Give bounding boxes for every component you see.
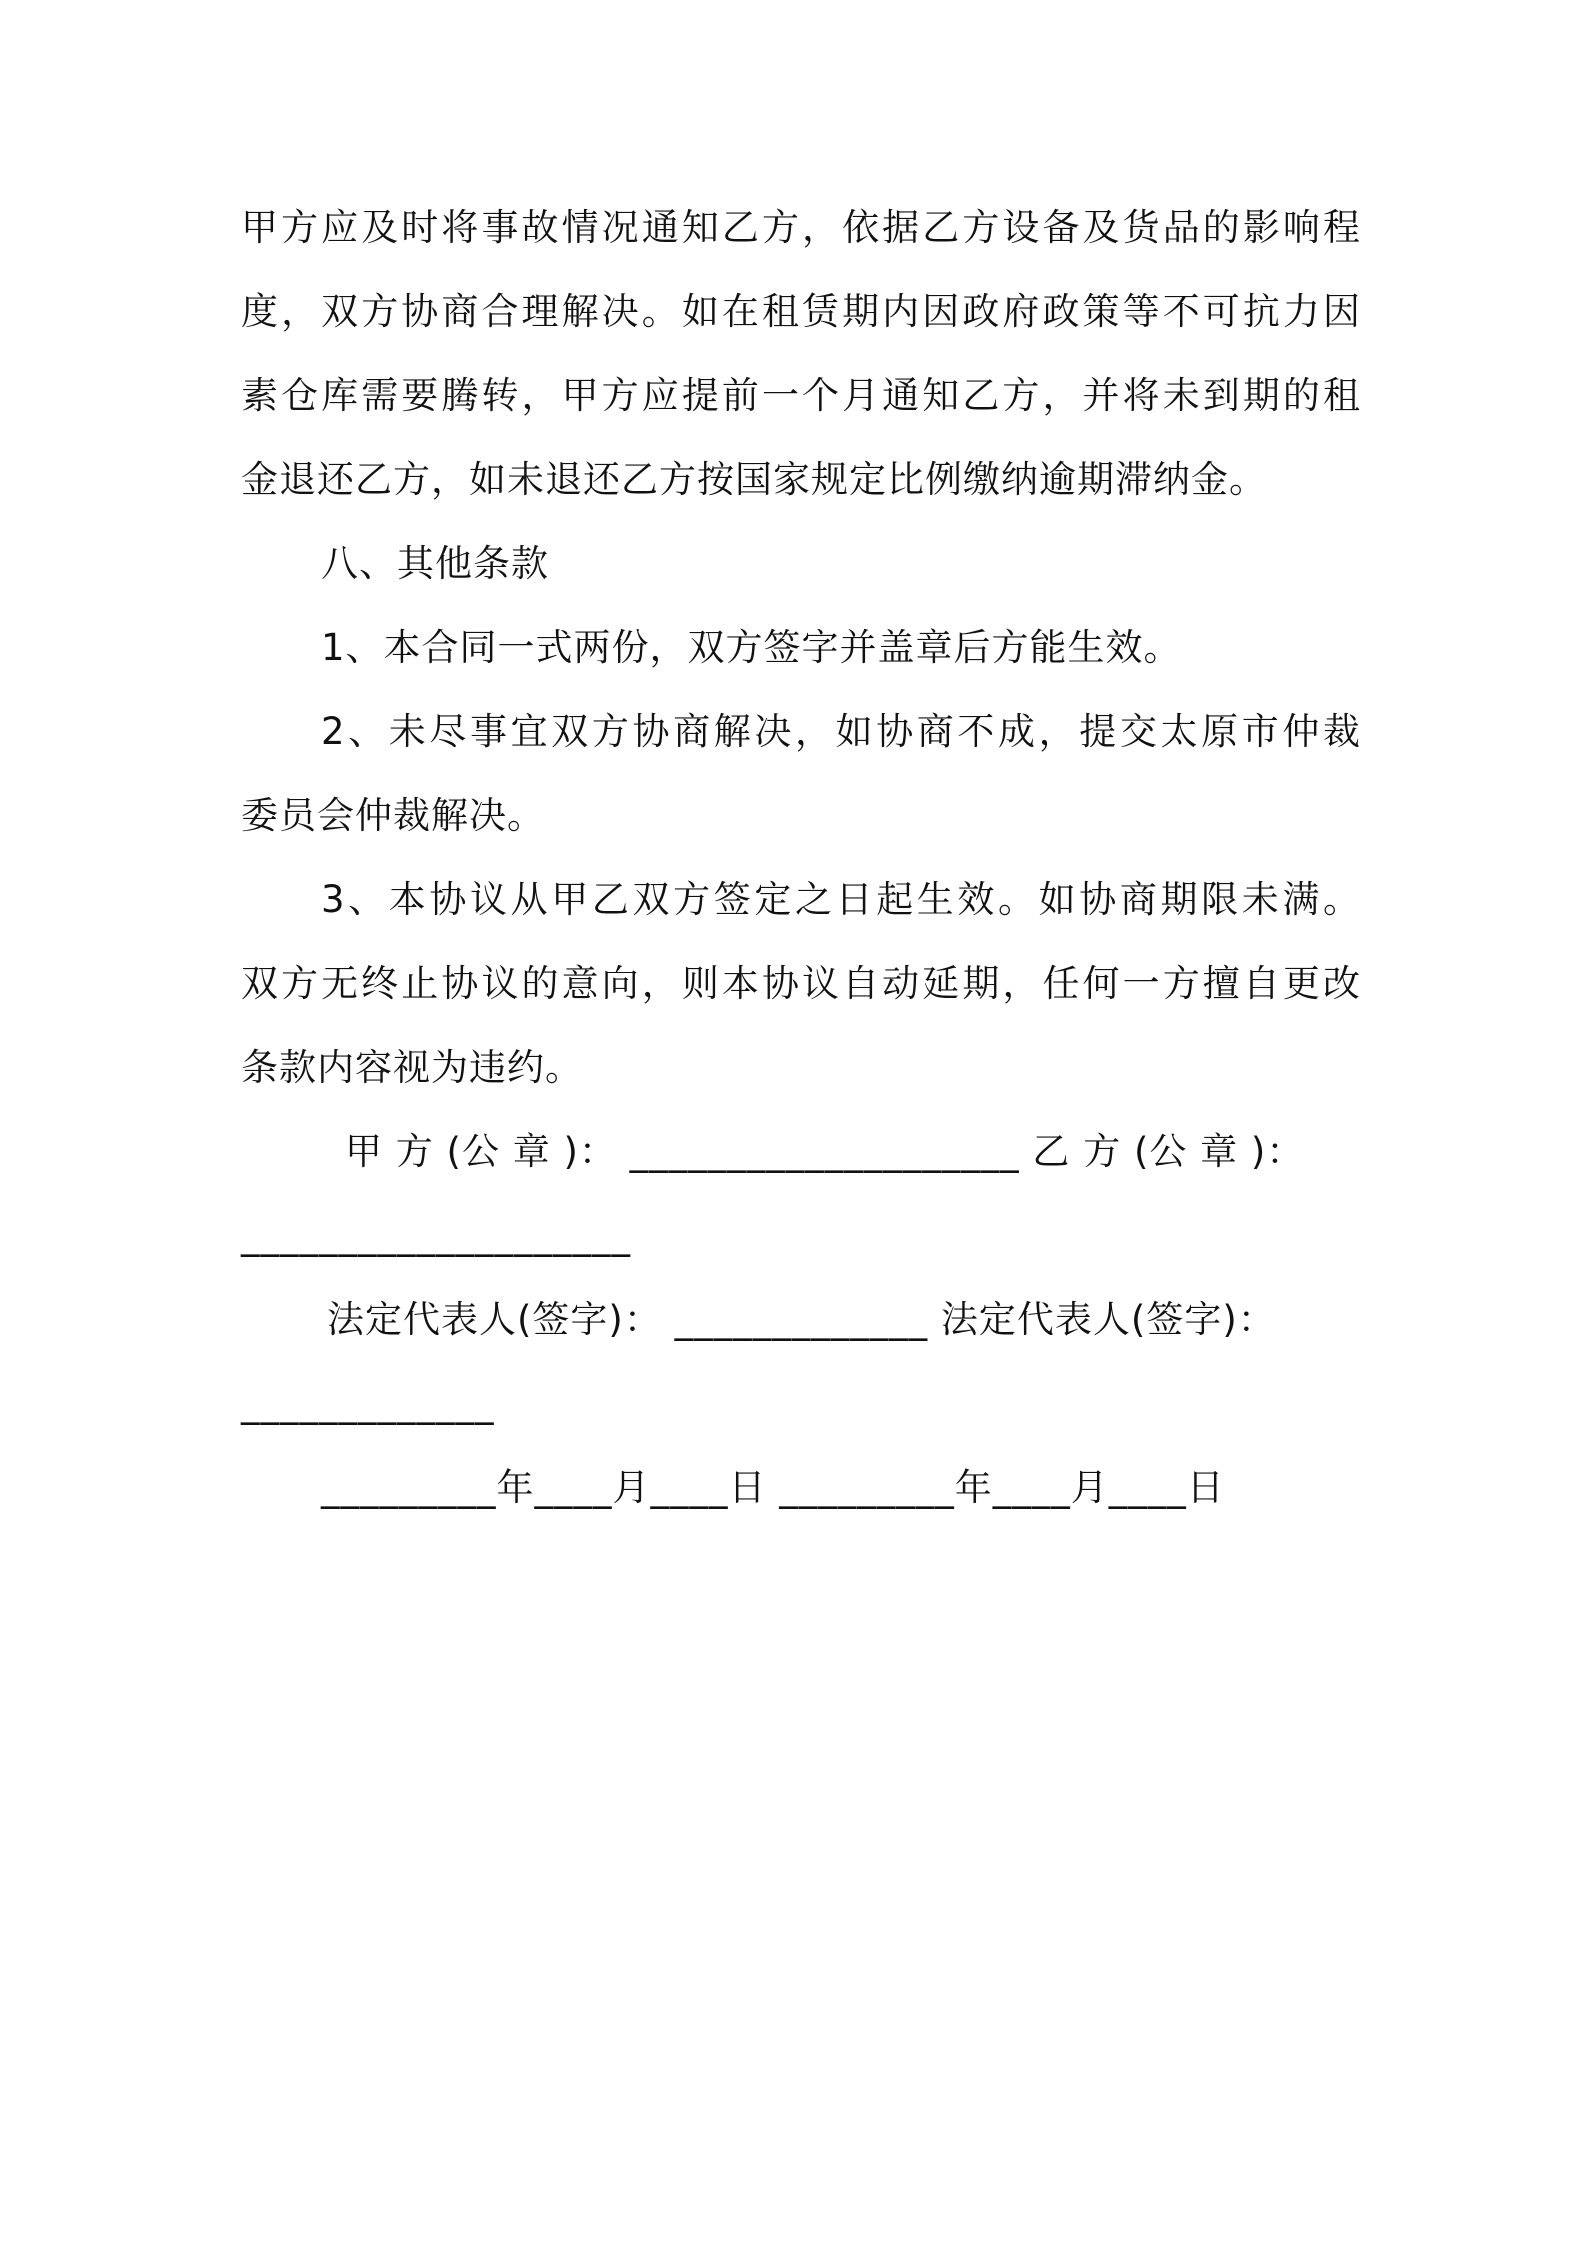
representative-signature-continuation: _____________ <box>241 1382 495 1425</box>
clause-3-line-1: 3、本协议从甲乙双方签定之日起生效。如协商期限未满。 <box>321 878 1361 921</box>
section-title: 八、其他条款 <box>321 542 549 585</box>
paragraph-line-1: 甲方应及时将事故情况通知乙方，依据乙方设备及货品的影响程 <box>241 206 1361 249</box>
seal-signature-continuation: ____________________ <box>241 1214 631 1257</box>
clause-1: 1、本合同一式两份，双方签字并盖章后方能生效。 <box>321 626 1182 669</box>
clause-2-line-1: 2、未尽事宜双方协商解决，如协商不成，提交太原市仲裁 <box>321 710 1361 753</box>
paragraph-line-4: 金退还乙方，如未退还乙方按国家规定比例缴纳逾期滞纳金。 <box>241 458 1267 501</box>
clause-2-line-2: 委员会仲裁解决。 <box>241 794 545 837</box>
paragraph-line-3: 素仓库需要腾转，甲方应提前一个月通知乙方，并将未到期的租 <box>241 374 1361 417</box>
clause-3-line-3: 条款内容视为违约。 <box>241 1046 583 1089</box>
representative-signature-line: 法定代表人(签字)： _____________ 法定代表人(签字)： <box>327 1298 1276 1341</box>
date-line: _________年____月____日 _________年____月____日 <box>321 1466 1225 1509</box>
paragraph-line-2: 度，双方协商合理解决。如在租赁期内因政府政策等不可抗力因 <box>241 290 1361 333</box>
seal-signature-line: 甲 方 (公 章 )： ____________________ 乙 方 (公 章 )： <box>345 1130 1305 1173</box>
clause-3-line-2: 双方无终止协议的意向，则本协议自动延期，任何一方擅自更改 <box>241 962 1361 1005</box>
